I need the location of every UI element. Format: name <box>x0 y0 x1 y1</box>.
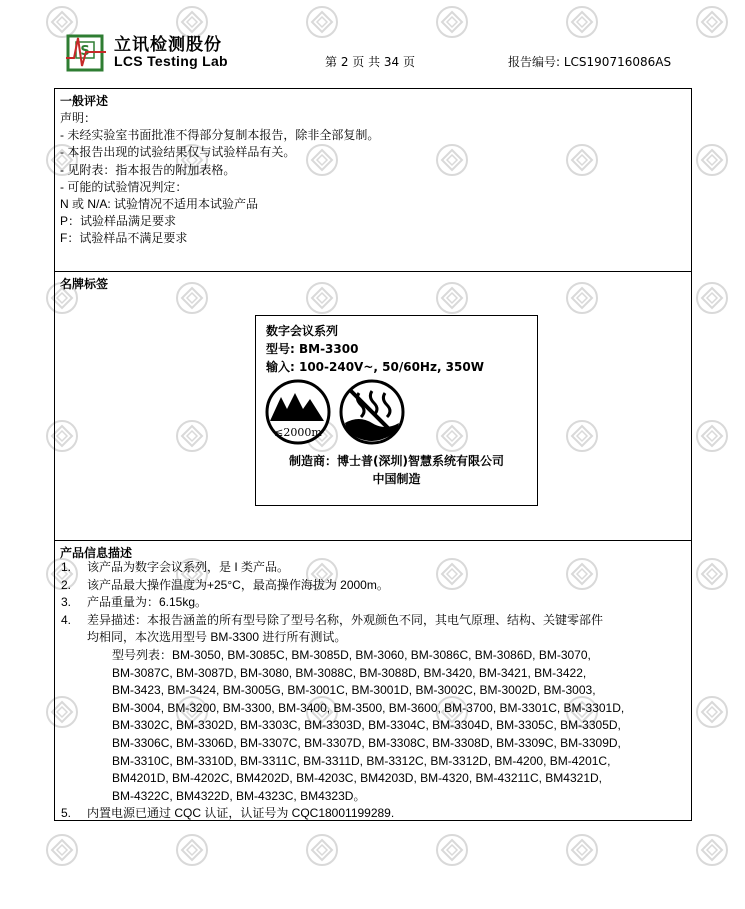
model-list-line: BM-3306C, BM-3306D, BM-3307C, BM-3307D, BM-3308C, BM-3308D, BM-3309C, BM-3309D, <box>112 735 621 750</box>
altitude-text: ≤2000m <box>274 426 322 439</box>
list-item <box>60 612 688 647</box>
watermark-icon <box>697 145 727 175</box>
list-item <box>60 805 688 823</box>
list-item <box>60 559 688 577</box>
model-list-line: BM-3310C, BM-3310D, BM-3311C, BM-3311D, BM-3312C, BM-3312D, BM-4200, BM-4201C, <box>112 753 611 768</box>
remark-line: - 未经实验室书面批准不得部分复制本报告，除非全部复制。 <box>60 128 380 143</box>
item-number: 4. <box>61 612 72 627</box>
label-input: 输入: 100-240V~, 50/60Hz, 350W <box>266 360 484 374</box>
lcs-logo-icon <box>66 30 106 72</box>
item-text: 内置电源已通过 CQC 认证，认证号为 CQC18001199289. <box>87 806 395 821</box>
nameplate-label <box>255 315 538 506</box>
watermark-icon <box>697 835 727 865</box>
altitude-mountain-icon <box>265 379 331 445</box>
watermark-icon <box>697 283 727 313</box>
model-list-line: 型号列表：BM-3050, BM-3085C, BM-3085D, BM-3060, BM-3086C, BM-3086D, BM-3070, <box>112 647 591 662</box>
watermark-icon <box>437 835 467 865</box>
watermark-icon <box>697 697 727 727</box>
label-manufacturer: 制造商：博士普(深圳)智慧系统有限公司 <box>289 454 504 468</box>
item-text: 该产品最大操作温度为+25°C，最高操作海拔为 2000m。 <box>87 577 389 592</box>
label-origin: 中国制造 <box>372 472 421 486</box>
list-item <box>60 577 688 595</box>
item-number: 5. <box>61 806 72 821</box>
watermark-icon <box>47 835 77 865</box>
svg-text:S: S <box>80 44 90 59</box>
item-text: 差异描述：本报告涵盖的所有型号除了型号名称，外观颜色不同，其电气原理、结构、关键零部件 <box>87 612 604 627</box>
general-remarks-body <box>60 110 379 248</box>
remark-line: - 见附表：指本报告的附加表格。 <box>60 162 236 177</box>
remark-line: N 或 N/A: 试验情况不适用本试验产品 <box>60 197 259 212</box>
label-series: 数字会议系列 <box>266 324 339 338</box>
label-model: 型号: BM-3300 <box>266 342 359 356</box>
item-number: 3. <box>61 595 72 610</box>
general-remarks-title: 一般评述 <box>60 94 109 108</box>
remark-line: 声明： <box>60 111 97 125</box>
report-number: 报告编号: LCS190716086AS <box>508 55 672 69</box>
watermark-icon <box>697 559 727 589</box>
watermark-icon <box>177 835 207 865</box>
model-list-line: BM-3302C, BM-3302D, BM-3303C, BM-3303D, BM-3304C, BM-3304D, BM-3305C, BM-3305D, <box>112 718 621 733</box>
model-list <box>60 647 688 805</box>
list-item <box>60 594 688 612</box>
page-header <box>0 0 745 88</box>
remark-line: - 可能的试验情况判定： <box>60 179 188 194</box>
item-text: 产品重量为：6.15kg。 <box>87 595 208 610</box>
report-frame <box>54 88 692 821</box>
model-list-line: BM-3087C, BM-3087D, BM-3080, BM-3088C, BM-3088D, BM-3420, BM-3421, BM-3422, <box>112 665 587 680</box>
model-list-line: BM-3004, BM-3200, BM-3300, BM-3400, BM-3500, BM-3600, BM-3700, BM-3301C, BM-3301D, <box>112 700 625 715</box>
item-text: 该产品为数字会议系列，是 I 类产品。 <box>87 560 290 574</box>
section-divider <box>55 540 691 541</box>
product-info-title: 产品信息描述 <box>60 546 133 560</box>
company-name-en: LCS Testing Lab <box>114 53 228 69</box>
model-list-line: BM4201D, BM-4202C, BM4202D, BM-4203C, BM4203D, BM-4320, BM-43211C, BM4321D, <box>112 771 603 786</box>
watermark-icon <box>567 835 597 865</box>
item-number: 1. <box>61 560 72 574</box>
watermark-icon <box>697 421 727 451</box>
nameplate-title: 名牌标签 <box>60 277 109 291</box>
section-divider <box>55 271 691 272</box>
model-list-line: BM-3423, BM-3424, BM-3005G, BM-3001C, BM-3001D, BM-3002C, BM-3002D, BM-3003, <box>112 683 596 698</box>
watermark-icon <box>307 835 337 865</box>
page-number: 第 2 页 共 34 页 <box>325 55 415 69</box>
remark-line: F：试验样品不满足要求 <box>60 231 188 246</box>
model-list-line: BM-4322C, BM4322D, BM-4323C, BM4323D。 <box>112 788 366 803</box>
remark-line: P：试验样品满足要求 <box>60 214 177 229</box>
item-text: 均相同，本次选用型号 BM-3300 进行所有测试。 <box>87 630 347 645</box>
remark-line: - 本报告出现的试验结果仅与试验样品有关。 <box>60 145 296 160</box>
product-info-list <box>60 559 688 823</box>
item-number: 2. <box>61 577 72 592</box>
no-tropical-climate-icon <box>339 379 405 445</box>
company-name-cn: 立讯检测股份 <box>114 35 222 55</box>
